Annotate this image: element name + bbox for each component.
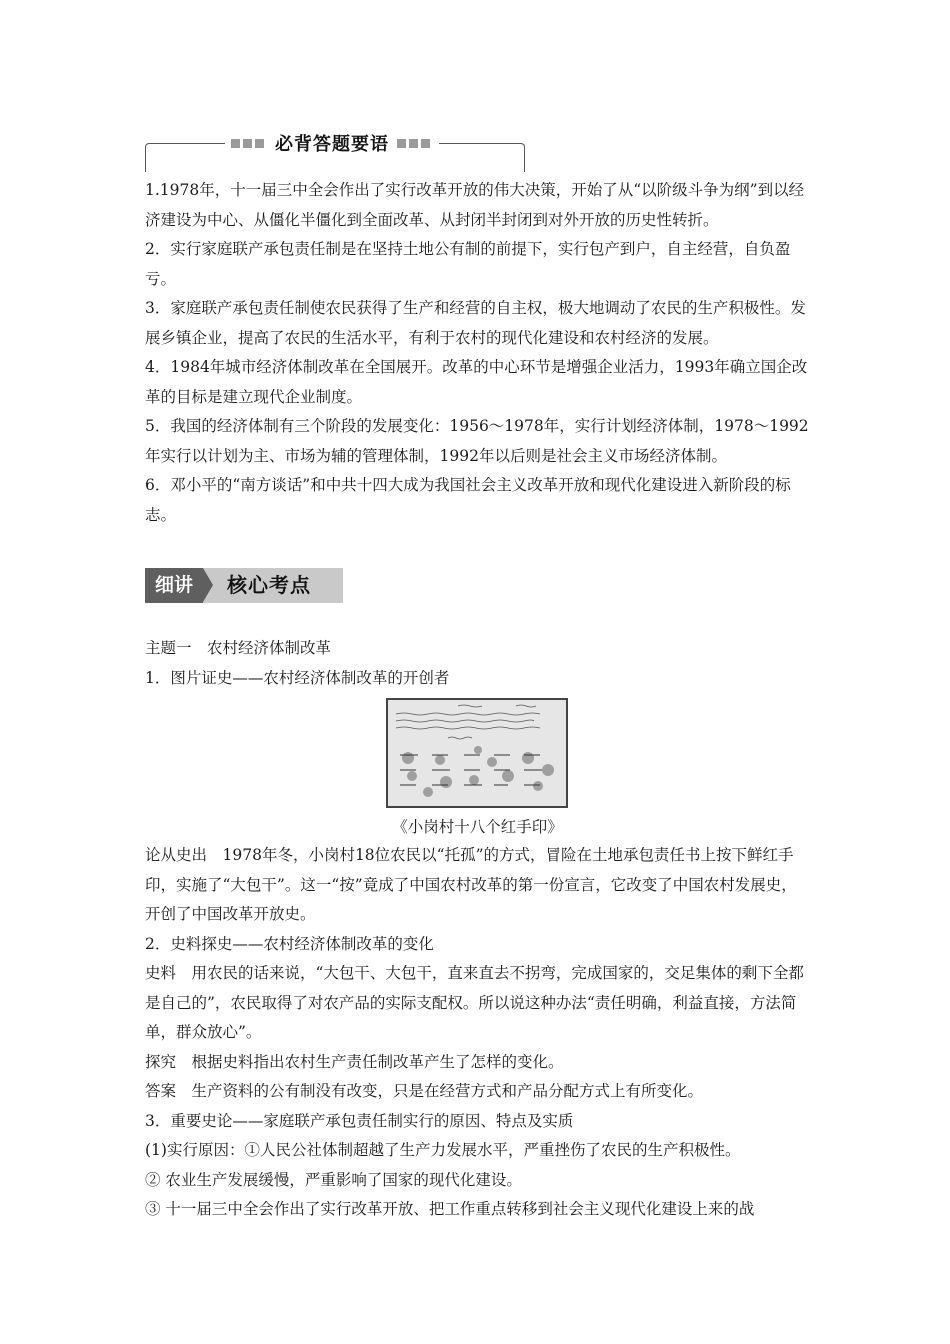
square-decoration-icon: [409, 139, 418, 148]
section-banner: [145, 568, 343, 603]
handprint-photo-illustration: [388, 700, 566, 806]
summary-list: [145, 176, 810, 530]
summary-item-1: 1.1978年，十一届三中全会作出了实行改革开放的伟大决策，开始了从“以阶级斗争为纲”到以经济建设为中心、从僵化半僵化到全面改革、从封闭半封闭到对外开放的历史性转折。: [145, 181, 805, 229]
image-caption: 《小岗村十八个红手印》: [392, 818, 563, 836]
reason-paragraph-1: (1)实行原因：①人民公社体制超越了生产力发展水平，严重挫伤了农民的生产积极性。: [145, 1141, 741, 1159]
topic-heading: 主题一 农村经济体制改革: [145, 639, 332, 657]
reason-paragraph-3: ③ 十一届三中全会作出了实行改革开放、把工作重点转移到社会主义现代化建设上来的战: [145, 1200, 755, 1218]
subheading-1: 1．图片证史——农村经济体制改革的开创者: [145, 668, 450, 687]
summary-item-6: 6．邓小平的“南方谈话”和中共十四大成为我国社会主义改革开放和现代化建设进入新阶段的标志。: [145, 476, 791, 524]
reason-paragraph-2: ② 农业生产发展缓慢，严重影响了国家的现代化建设。: [145, 1170, 522, 1189]
summary-item-3: 3．家庭联产承包责任制使农民获得了生产和经营的自主权，极大地调动了农民的生产积极性。发展乡镇企业，提高了农民的生活水平，有利于农村的现代化建设和农村经济的发展。: [145, 299, 806, 347]
summary-item-2: 2．实行家庭联产承包责任制是在坚持土地公有制的前提下，实行包产到户，自主经营，自负盈亏。: [145, 240, 791, 288]
subheading-3: 3．重要史论——家庭联产承包责任制实行的原因、特点及实质: [145, 1111, 574, 1130]
summary-box-title: 必背答题要语: [275, 134, 389, 155]
section-intro: [145, 634, 810, 693]
square-decoration-icon: [397, 139, 406, 148]
source-paragraph: 史料 用农民的话来说，“大包干、大包干，直来直去不拐弯，完成国家的，交足集体的剩下全都是自己的”，农民取得了对农产品的实际支配权。所以说这种办法“责任明确，利益直接，方法简单，群众放心”。: [145, 964, 804, 1041]
summary-item-4: 4．1984年城市经济体制改革在全国展开。改革的中心环节是增强企业活力，1993年确立国企改革的目标是建立现代企业制度。: [145, 358, 808, 406]
square-decoration-icon: [243, 139, 252, 148]
banner-arrow-icon: [203, 568, 213, 602]
square-decoration-icon: [231, 139, 240, 148]
square-decoration-icon: [421, 139, 430, 148]
subheading-2: 2．史料探史——农村经济体制改革的变化: [145, 934, 434, 953]
summary-box-header: [225, 130, 439, 156]
section-body: [145, 841, 810, 1225]
banner-label-left: 细讲: [145, 568, 203, 603]
square-decoration-icon: [255, 139, 264, 148]
answer-paragraph: 答案 生产资料的公有制没有改变，只是在经营方式和产品分配方式上有所变化。: [145, 1082, 704, 1100]
summary-item-5: 5．我国的经济体制有三个阶段的发展变化：1956～1978年，实行计划经济体制，1978～1992年实行以计划为主、市场为辅的管理体制，1992年以后则是社会主义市场经济体制。: [145, 417, 809, 465]
handprint-document-image: [386, 698, 568, 808]
analysis-paragraph: 论从史出 1978年冬，小岗村18位农民以“托孤”的方式，冒险在土地承包责任书上按下鲜红手印，实施了“大包干”。这一“按”竟成了中国农村改革的第一份宣言，它改变了中国农村发展史，开创了中国改革开放史。: [145, 846, 797, 923]
banner-label-right: 核心考点: [227, 573, 311, 597]
question-paragraph: 探究 根据史料指出农村生产责任制改革产生了怎样的变化。: [145, 1052, 564, 1071]
